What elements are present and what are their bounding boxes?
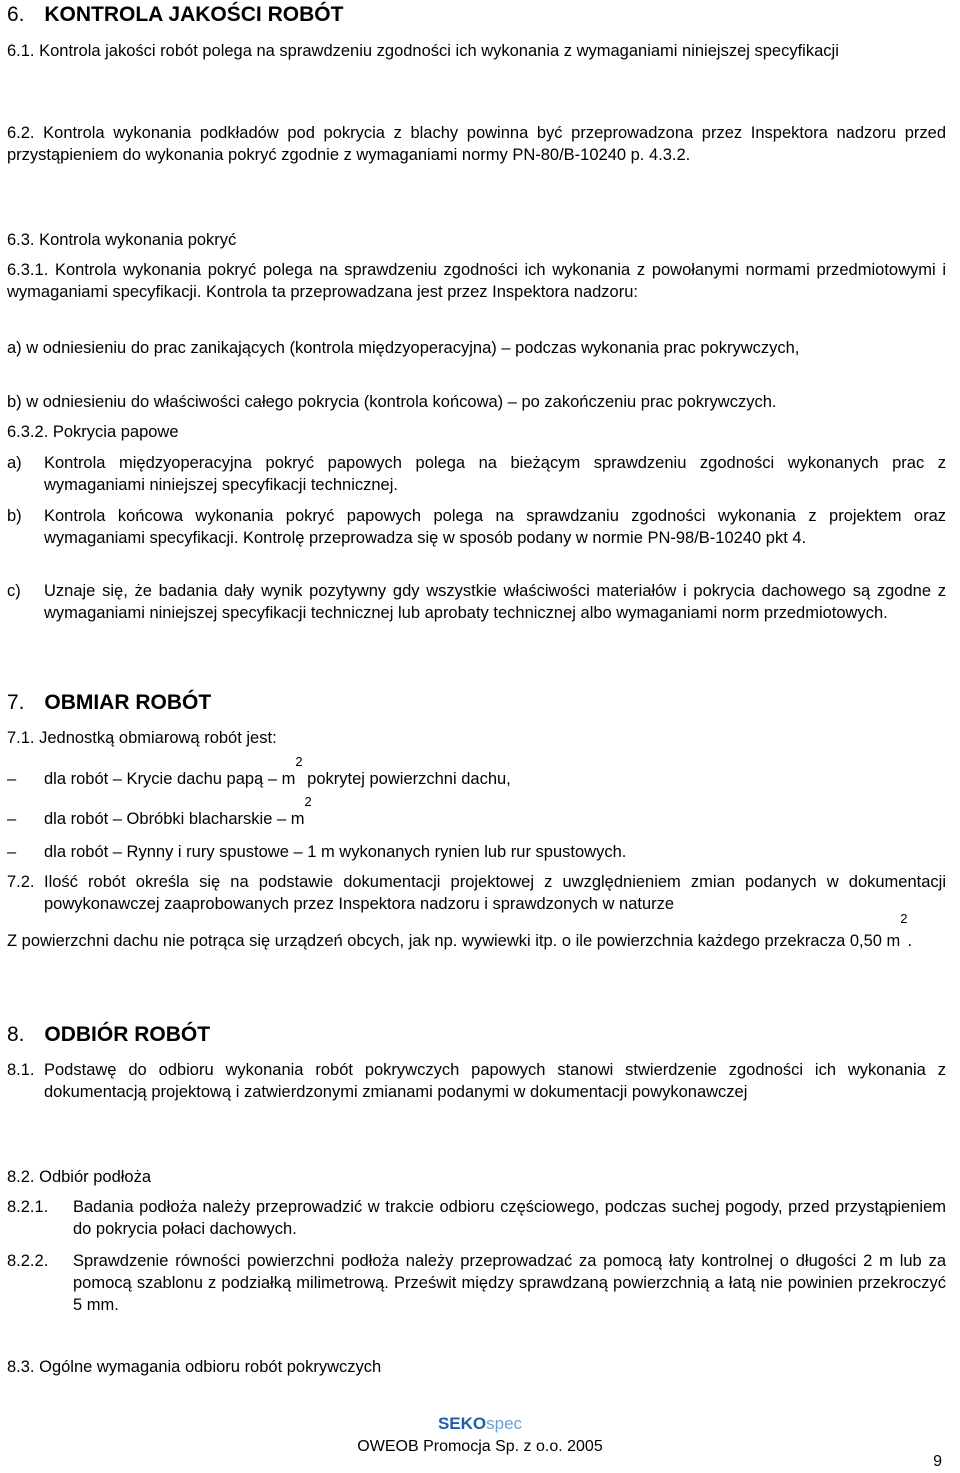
superscript: 2 bbox=[900, 911, 908, 926]
item-text: Uznaje się, że badania dały wynik pozytywny gdy wszystkie właściwości materiałów i pokrycia dachowego są zgodne z wymaganiami niniejszej specyfikacji technicznej lub aprobaty technicznej albo wymaganiami norm przedmiotowych. bbox=[44, 582, 946, 622]
paragraph-7-2 bbox=[7, 871, 946, 915]
paragraph-6-3-1-b: b) w odniesieniu do właściwości całego pokrycia (kontrola końcowa) – po zakończeniu prac pokrywczych. bbox=[7, 393, 777, 411]
item-label: b) bbox=[7, 507, 22, 525]
section-7-heading bbox=[7, 692, 211, 714]
measure-item-1-text: dla robót – Krycie dachu papą – m bbox=[44, 770, 296, 788]
section-8-heading bbox=[7, 1024, 210, 1046]
item-text: Ilość robót określa się na podstawie dokumentacji projektowej z uwzględnieniem zmian podanych w dokumentacji powykonawczej zaaprobowanych przez Inspektora nadzoru i sprawdzonych w naturze bbox=[44, 873, 946, 913]
dash-bullet: – bbox=[7, 843, 17, 861]
item-text: Podstawę do odbioru wykonania robót pokrywczych papowych stanowi stwierdzenie zgodności ich wykonania z dokumentacją projektową i zatwierdzonymi zmianami podanymi w dokumentacji powykonawczej bbox=[44, 1061, 946, 1101]
item-text: Kontrola końcowa wykonania pokryć papowych polega na sprawdzaniu zgodności wykonania z projektem oraz wymaganiami specyfikacji. Kontrolę przeprowadza się w sposób podany w normie PN-98/B-10240 pkt 4. bbox=[44, 507, 946, 547]
logo-light: spec bbox=[486, 1414, 523, 1433]
subheading-6-3-2: 6.3.2. Pokrycia papowe bbox=[7, 423, 179, 441]
superscript: 2 bbox=[304, 794, 312, 809]
paragraph-6-3-1-a: a) w odniesieniu do prac zanikających (kontrola międzyoperacyjna) – podczas wykonania prac pokrywczych, bbox=[7, 339, 800, 357]
paragraph-7-1: 7.1. Jednostką obmiarową robót jest: bbox=[7, 729, 277, 747]
section-6-title: KONTROLA JAKOŚCI ROBÓT bbox=[44, 3, 344, 26]
paragraph-7-3 bbox=[7, 911, 946, 957]
subheading-6-3: 6.3. Kontrola wykonania pokryć bbox=[7, 231, 237, 249]
dash-bullet: – bbox=[7, 810, 17, 828]
paragraph-8-2-2 bbox=[7, 1250, 946, 1316]
item-text: Badania podłoża należy przeprowadzić w trakcie odbioru częściowego, podczas suchej pogody, przed przystąpieniem do pokrycia połaci dachowych. bbox=[73, 1198, 946, 1238]
section-7-title: OBMIAR ROBÓT bbox=[44, 691, 212, 714]
paragraph-7-3-tail: . bbox=[907, 932, 913, 950]
measure-item-2-text: dla robót – Obróbki blacharskie – m bbox=[44, 810, 305, 828]
logo-bold: SEKO bbox=[437, 1414, 487, 1433]
paragraph-7-3-text: Z powierzchni dachu nie potrąca się urządzeń obcych, jak np. wywiewki itp. o ile powierzchnia każdego przekracza 0,50 m bbox=[7, 932, 901, 950]
item-label: a) bbox=[7, 454, 22, 472]
footer-logo bbox=[0, 1413, 960, 1435]
paragraph-6-2: 6.2. Kontrola wykonania podkładów pod pokrycia z blachy powinna być przeprowadzona przez Inspektora nadzoru przed przystąpieniem do wykonania pokryć zgodnie z wymaganiami normy PN-80/B-10240 p. 4.3.2. bbox=[7, 124, 946, 164]
dash-bullet: – bbox=[7, 770, 17, 788]
item-6-3-2-b bbox=[7, 505, 946, 549]
item-label: 7.2. bbox=[7, 873, 35, 891]
item-label: 8.2.1. bbox=[7, 1198, 49, 1216]
item-label: 8.1. bbox=[7, 1061, 35, 1079]
paragraph-8-1 bbox=[7, 1059, 946, 1103]
item-text: Kontrola międzyoperacyjna pokryć papowych polega na bieżącym sprawdzeniu zgodności wykonanych prac z wymaganiami niniejszej specyfikacji technicznej. bbox=[44, 454, 946, 494]
section-6-number: 6. bbox=[7, 3, 25, 26]
measure-item-1-tail: pokrytej powierzchni dachu, bbox=[302, 770, 511, 788]
measure-item-3-text: dla robót – Rynny i rury spustowe – 1 m wykonanych rynien lub rur spustowych. bbox=[44, 843, 627, 861]
footer-company: OWEOB Promocja Sp. z o.o. 2005 bbox=[357, 1438, 603, 1455]
item-label: 8.2.2. bbox=[7, 1252, 49, 1270]
page-number: 9 bbox=[933, 1453, 942, 1470]
paragraph-6-3-1: 6.3.1. Kontrola wykonania pokryć polega na sprawdzeniu zgodności ich wykonania z powołanymi normami przedmiotowymi i wymaganiami specyfikacji. Kontrola ta przeprowadzana jest przez Inspektora nadzoru: bbox=[7, 261, 946, 301]
section-7-number: 7. bbox=[7, 691, 25, 714]
section-6-heading bbox=[7, 4, 343, 26]
item-text: Sprawdzenie równości powierzchni podłoża należy przeprowadzać za pomocą łaty kontrolnej o długości 2 m lub za pomocą szablonu z podziałką milimetrową. Prześwit między sprawdzaną powierzchnią a łatą nie powinien przekroczyć 5 mm. bbox=[73, 1252, 946, 1314]
paragraph-6-1: 6.1. Kontrola jakości robót polega na sprawdzeniu zgodności ich wykonania z wymaganiami niniejszej specyfikacji bbox=[7, 42, 839, 60]
superscript: 2 bbox=[295, 754, 303, 769]
subheading-8-3: 8.3. Ogólne wymagania odbioru robót pokrywczych bbox=[7, 1358, 382, 1376]
subheading-8-2: 8.2. Odbiór podłoża bbox=[7, 1168, 152, 1186]
item-6-3-2-c bbox=[7, 580, 946, 624]
item-6-3-2-a bbox=[7, 452, 946, 496]
section-8-number: 8. bbox=[7, 1023, 25, 1046]
item-label: c) bbox=[7, 582, 21, 600]
paragraph-8-2-1 bbox=[7, 1196, 946, 1240]
section-8-title: ODBIÓR ROBÓT bbox=[44, 1023, 211, 1046]
